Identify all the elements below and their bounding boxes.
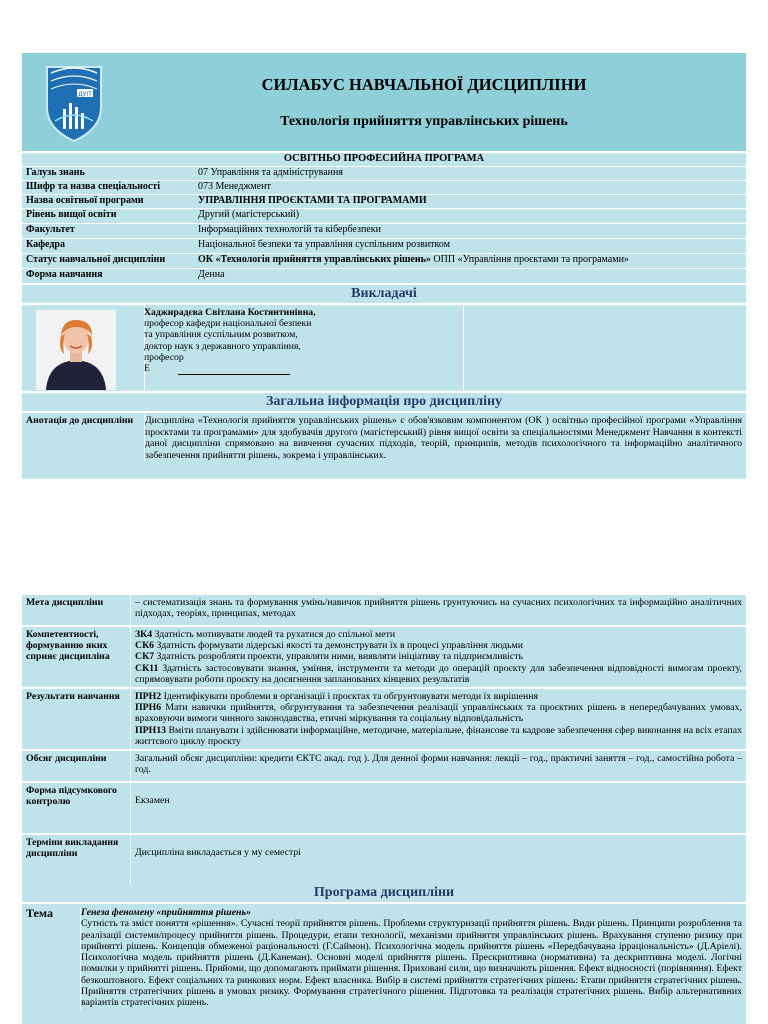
info-label: Форма навчання [26, 269, 103, 280]
info-label: Факультет [26, 224, 75, 235]
competences-list [130, 627, 746, 687]
program-heading-2: Програма дисципліни [22, 884, 746, 902]
info-row [22, 194, 746, 208]
info-label: Рівень вищої освіти [26, 209, 117, 220]
details-text: Загальний обсяг дисципліни: кредити ЄКТС акад. год ). Для денної форми навчання: лекції – год., практичні заняття – год., самостійна робота – год. [130, 751, 746, 781]
topic-text: Сутність та зміст поняття «рішення». Сучасні теорії прийняття рішень. Проблеми структуризації прийняття рішень. Види рішень. Принципи розроблення та реалізації системи/процесу прийняття рішень. Процедури, етапи технології, механізми прийняття управлінських рішень. Врахування ступеню ризику при прийнятті рішень. Концепція обмеженої раціональності (Г.Саймон). Психологічна модель прийняття рішень «Передбачувана ірраціональність» (Д.Аріелі). Психологічна модель прийняття рішень (Д.Канеман). Основні моделі прийняття рішень. Прескриптивна (нормативна) та дескриптивна моделі. Логічні помилки у прийнятті рішень. Прийоми, що допомагають приймати рішення. Приховані сили, що визначають рішення. Ефект відносності (порівняння). Ефект безкоштовного. Ефект соціальних та ринкових норм. Ефект власника. Вибір в системі прийняття стратегічних рішень: Етапи прийняття стратегічних рішень. Прийняття стратегічних рішень в умовах ризику. Формування стратегічного рішення. Підготовка та реалізація стратегічних рішень. Вибір альтернативних варіантів стратегічних рішень. [81, 918, 742, 1009]
info-row [22, 180, 746, 194]
details-label: Мета дисципліни [26, 597, 104, 608]
details-row [22, 627, 746, 687]
info-value: Інформаційних технологій та кібербезпеки [198, 224, 381, 235]
outcome-item: ПРН6 Мати навички прийняття, обгрунтування та забезпечення реалізації управлінських та проєктних рішень в непередбачуваних умовах, враховуючи вимоги чинного законодавства, етичні міркування та соціальну відповідальність [135, 702, 742, 725]
competence-item: СК6 Здатність формувати лідерські якості та демонструвати їх в процесі управління людьми [135, 640, 523, 652]
teacher-info [144, 307, 354, 375]
details-label: Форма підсумкового контролю [26, 785, 117, 808]
teacher-photo [36, 310, 116, 390]
status-rest: ОПП «Управління проєктами та програмами» [430, 254, 629, 265]
teacher-line: професор [144, 351, 184, 363]
teacher-name: Хаджирадєва Світлана Костянтинівна, [144, 307, 316, 318]
program-heading: ОСВІТНЬО ПРОФЕСИЙНА ПРОГРАМА [283, 153, 485, 164]
info-value: Другий (магістерський) [198, 209, 300, 220]
course-details-table [22, 595, 746, 889]
info-label: Галузь знань [26, 167, 85, 178]
info-row [22, 208, 746, 222]
teacher-line: та управління суспільним розвитком, [144, 329, 298, 341]
annotation-label: Анотація до дисципліни [26, 415, 134, 426]
details-row [22, 595, 746, 625]
competence-item: ЗК4 Здатність мотивувати людей та рухатися до спільної мети [135, 629, 396, 640]
details-label: Обсяг дисципліни [26, 753, 107, 765]
teacher-card [22, 305, 746, 391]
info-label: Кафедра [26, 239, 65, 250]
topic-label: Тема [26, 906, 53, 920]
general-info-heading: Загальна інформація про дисципліну [22, 393, 746, 411]
details-text: Екзамен [130, 783, 746, 833]
info-value [198, 254, 742, 267]
email-line [178, 363, 290, 375]
annotation-row [22, 413, 746, 479]
course-title: Технологія прийняття управлінських рішень [280, 114, 568, 129]
outcome-item: ПРН2 Ідентифікувати проблеми в організації і проєктах та обгрунтовувати методи їх вирішення [135, 691, 538, 703]
details-row [22, 689, 746, 749]
outcomes-list [130, 689, 746, 749]
course-program [22, 884, 746, 1024]
details-label: Компетентності, формуванню яких сприяє дисципліна [26, 629, 110, 663]
competence-item: СК11 Здатність застосовувати знання, уміння, інструменти та методи до операцій проєкту для забезпечення відповідності вимогам проекту, спрямовувати роботи проєкту на досягнення запланованих кінцевих результатів [135, 662, 742, 685]
info-label: Назва освітньої програми [26, 195, 144, 206]
details-text: – систематизація знань та формування умінь/навичок прийняття рішень грунтуючись на сучасних психологічних та інформаційно аналітичних підходах, теоріях, принципах, методах [130, 595, 746, 625]
teacher-line: доктор наук з державного управління, [144, 340, 301, 352]
teachers-heading: Викладачі [22, 285, 746, 303]
syllabus-header [22, 53, 746, 151]
outcome-item: ПРН13 Вміти планувати і здійснювати інформаційне, методичне, матеріальне, фінансове та кадрове забезпечення сфер виконання на всіх етапах життєвого циклу проєкту [135, 724, 742, 747]
topic-content [80, 907, 742, 1009]
info-value: Національної безпеки та управління суспільним розвитком [198, 239, 451, 250]
info-value: 07 Управління та адміністрування [198, 167, 343, 178]
details-text: Дисципліна викладається у му семестрі [130, 835, 746, 887]
info-row [22, 166, 746, 180]
logo-text: ДУІТ [78, 91, 92, 98]
syllabus-title: СИЛАБУС НАВЧАЛЬНОЇ ДИСЦИПЛІНИ [261, 75, 587, 94]
details-label: Терміни викладання дисципліни [26, 837, 119, 860]
details-row [22, 783, 746, 833]
info-row [22, 238, 746, 252]
program-info [22, 153, 746, 283]
info-label: Шифр та назва спеціальності [26, 181, 160, 192]
topic-title: Генеза феномену «прийняття рішень» [81, 907, 251, 918]
details-row [22, 835, 746, 887]
details-label: Результати навчання [26, 691, 120, 703]
info-value: Денна [198, 269, 225, 280]
university-logo-icon [41, 63, 107, 143]
info-row [22, 253, 746, 267]
info-value: 073 Менеджмент [198, 181, 271, 192]
syllabus-page [22, 53, 746, 479]
info-row [22, 268, 746, 282]
status-bold: ОК «Технологія прийняття управлінських рішень» [198, 254, 431, 265]
details-row [22, 751, 746, 781]
topic-row [22, 904, 746, 1024]
teacher-line: професор кафедри національної безпеки [144, 318, 312, 330]
info-row [22, 223, 746, 237]
info-value: УПРАВЛІННЯ ПРОЄКТАМИ ТА ПРОГРАМАМИ [198, 195, 427, 206]
annotation-text: Дисципліна «Технологія прийняття управлінських рішень» є обов'язковим компонентом (ОК ) освітньо професійної програми «Управління проєктами та програмами» для здобувачів другого (магістерський) рівня вищої освіти за спеціальностями Менеджмент Навчання в контексті даної дисципліни спрямовано на вивчення сучасних підходів, теорій, принципів, методів психологічного та інформаційно аналітичного забезпечення прийняття рішень, зокрема і управлінських. [145, 415, 742, 461]
teacher-email: E [144, 363, 354, 375]
info-label: Статус навчальної дисципліни [26, 254, 166, 265]
competence-item: СК7 Здатність розробляти проекти, управляти ними, виявляти ініціативу та підприємливість [135, 651, 523, 663]
